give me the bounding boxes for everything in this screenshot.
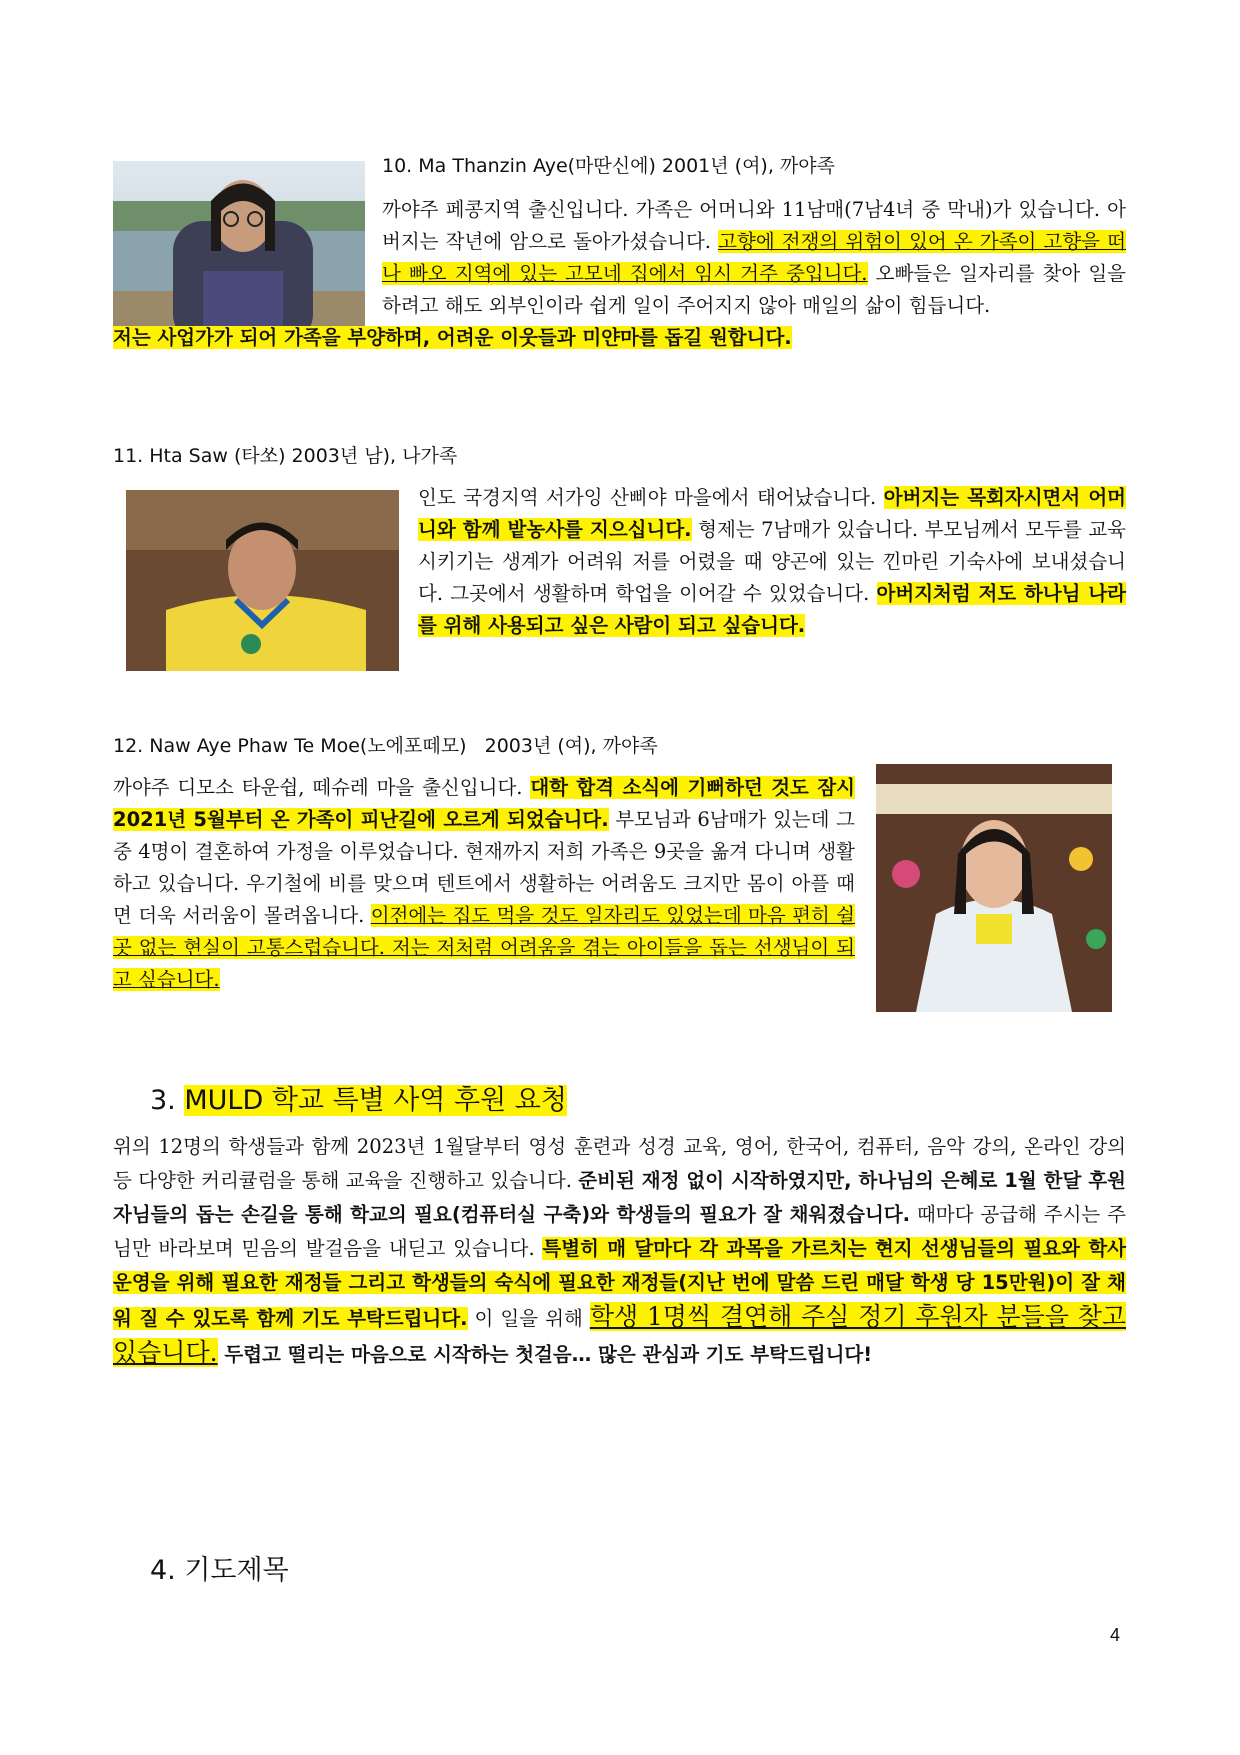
student-11-text-2: 아버지는 목회자시면서 어머니와 함께 밭농사를 지으십니다.	[418, 486, 1126, 541]
student-10-text-1: 까야주 페콩지역 출신입니다. 가족은 어머니와 11남매(7남4녀 중 막내)가 있습니다. 아버지는 작년에 암으로 돌아가셨습니다.	[382, 198, 1126, 253]
student-12-text-3: 부모님과 6남매가 있는데 그 중 4명이 결혼하여 가정을 이루었습니다. 현재까지 저희 가족은 9곳을 옮겨 다니며 생활하고 있습니다. 우기철에 비를 맞으며 텐트에서 생활하는 어려움도 크지만 몸이 아플 때면 더욱 서러움이 몰려옵니다.	[113, 808, 855, 927]
student-12-text-block	[113, 772, 855, 996]
page-number: 4	[1110, 1625, 1121, 1645]
student-11-text-block	[418, 482, 1126, 642]
student-10-text-2: 고향에 전쟁의 위험이 있어 온 가족이 고향을 떠나 빠오 지역에 있는 고모네 집에서 임시 거주 중입니다.	[382, 230, 1126, 285]
section-3-body	[113, 1130, 1126, 1372]
student-11-heading: 11. Hta Saw (타쏘) 2003년 남), 나가족	[113, 445, 458, 467]
section-3-text-4: 특별히 매 달마다 각 과목을 가르치는 현지 선생님들의 필요와 학사 운영을 위해 필요한 재정들 그리고 학생들의 숙식에 필요한 재정들(지난 번에 말씀 드린 매달 학생 당 15만원)이 잘 채워 질 수 있도록 함께 기도 부탁드립니다.	[113, 1237, 1126, 1330]
student-10-wish: 저는 사업가가 되어 가족을 부양하며, 어려운 이웃들과 미얀마를 돕길 원합니다.	[113, 326, 792, 349]
section-3-title-text: MULD 학교 특별 사역 후원 요청	[184, 1085, 567, 1116]
section-3-text-5: 이 일을 위해	[467, 1307, 590, 1330]
section-3-text-2: 준비된 재정 없이 시작하였지만, 하나님의 은혜로 1월 한달 후원자님들의 돕는 손길을 통해 학교의 필요(컴퓨터실 구축)와 학생들의 필요가 잘 채워졌습니다.	[113, 1169, 1126, 1226]
section-3-text-7: 두렵고 떨리는 마음으로 시작하는 첫걸음… 많은 관심과 기도 부탁드립니다!	[217, 1343, 873, 1366]
student-12-heading: 12. Naw Aye Phaw Te Moe(노에포떼모) 2003년 (여), 까야족	[113, 735, 658, 757]
section-3-number: 3.	[150, 1085, 185, 1116]
section-3-text-1: 위의 12명의 학생들과 함께 2023년 1월달부터 영성 훈련과 성경 교육, 영어, 한국어, 컴퓨터, 음악 강의, 온라인 강의 등 다양한 커리큘럼을 통해 교육을 진행하고 있습니다.	[113, 1135, 1126, 1192]
portrait-boy-image	[126, 490, 399, 671]
portrait-girl-image	[876, 764, 1112, 1012]
photo-ma-thanzin-aye	[113, 161, 365, 344]
section-3-title	[150, 1078, 567, 1117]
section-3-text-3: 때마다 공급해 주시는 주님만 바라보며 믿음의 발걸음을 내딛고 있습니다.	[113, 1203, 1126, 1260]
section-3-text-6: 학생 1명씩 결연해 주실 정기 후원자 분들을 찾고 있습니다.	[113, 1302, 1126, 1367]
student-12-text-1: 까야주 디모소 타운쉽, 떼슈레 마을 출신입니다.	[113, 776, 531, 799]
photo-naw-aye-phaw-te-moe	[876, 764, 1112, 1012]
student-10-wish-wrap	[113, 322, 1126, 354]
student-10-text-3: 오빠들은 일자리를 찾아 일을 하려고 해도 외부인이라 쉽게 일이 주어지지 않아 매일의 삶이 힘듭니다.	[382, 262, 1127, 317]
portrait-lake-image	[113, 161, 365, 344]
student-10-heading: 10. Ma Thanzin Aye(마딴신에) 2001년 (여), 까야족	[382, 155, 835, 177]
student-11-text-3: 형제는 7남매가 있습니다. 부모님께서 모두를 교육시키기는 생계가 어려워 저를 어렸을 때 양곤에 있는 낀마린 기숙사에 보내셨습니다. 그곳에서 생활하며 학업을 이어갈 수 있었습니다.	[418, 518, 1126, 605]
student-11-text-4: 아버지처럼 저도 하나님 나라를 위해 사용되고 싶은 사람이 되고 싶습니다.	[418, 582, 1126, 637]
photo-hta-saw	[126, 490, 399, 671]
student-11-text-1: 인도 국경지역 서가잉 산삐야 마을에서 태어났습니다.	[418, 486, 884, 509]
student-12-text-2: 대학 합격 소식에 기뻐하던 것도 잠시 2021년 5월부터 온 가족이 피난길에 오르게 되었습니다.	[113, 776, 855, 831]
student-12-text-4: 이전에는 집도 먹을 것도 일자리도 있었는데 마음 편히 쉴 곳 없는 현실이 고통스럽습니다. 저는 저처럼 어려움을 겪는 아이들을 돕는 선생님이 되고 싶습니다.	[113, 904, 855, 991]
student-10-text-block	[382, 194, 1126, 322]
section-4-title: 4. 기도제목	[150, 1555, 289, 1586]
